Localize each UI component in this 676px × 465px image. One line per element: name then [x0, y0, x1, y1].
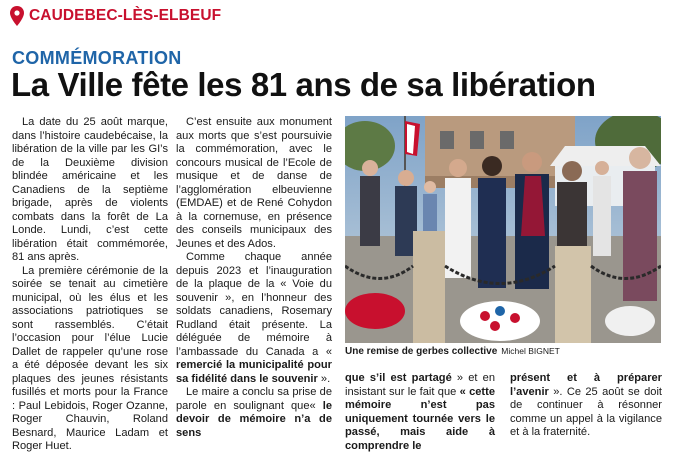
article-kicker: COMMÉMORATION — [12, 48, 182, 68]
paragraph: La date du 25 août marque, dans l’histoire caudebécaise, la libération de la ville par les GI’s de la Deuxième division blindée américaine et les Canadiens de la septième brigade, après de violents combats dans la forêt de La Londe. Lundi, c’est cette libération était commémorée, 81 ans après. — [12, 116, 168, 263]
article-column-1 — [12, 116, 168, 454]
article-column-2 — [176, 116, 332, 440]
article-photo — [345, 116, 661, 343]
photo-credit: Michel BIGNET — [501, 346, 560, 356]
ceremony-photo-image — [345, 116, 661, 343]
caption-text: Une remise de gerbes collective — [345, 346, 498, 357]
paragraph: présent et à préparer l’avenir ». Ce 25 août se doit de continuer à résonner comme un appel à la vigilance et à la fraternité. — [510, 372, 662, 438]
location-pin-icon — [10, 6, 24, 26]
article-column-3 — [345, 372, 495, 453]
paragraph: Le maire a conclu sa prise de parole en soulignant que« le devoir de mémoire n’a de sens — [176, 386, 332, 439]
paragraph: La première cérémonie de la soirée se tenait au cimetière municipal, où les élus et les associations patriotiques se sont rassemblés. C’était l’occasion pour l’élue Lucie Dallet de rappeler qu’une rose a été déposée devant les six plaques des jeunes résistants fusillés et morts pour la France : Paul Lebidois, Roger Ozanne, Roger Chauvin, Roland Besnard, Maurice Ladam et Roger Huet. — [12, 264, 168, 452]
paragraph: C’est ensuite aux monument aux morts que s’est poursuivie la commémoration, avec le concours musical de l’Ecole de musique et de danse de l’agglomération elbeuvienne (EMDAE) et de René Cohydon à la cornemuse, en présence des conseils municipaux des Jeunes et des Ados. — [176, 116, 332, 250]
article-headline: La Ville fête les 81 ans de sa libération — [11, 66, 596, 103]
photo-caption — [345, 346, 560, 357]
paragraph: que s’il est partagé » et en insistant sur le fait que « cette mémoire n’est pas uniquement tournée vers le passé, mais aide à comprendre le — [345, 372, 496, 452]
article-column-4 — [510, 372, 662, 440]
section-city: CAUDEBEC-LÈS-ELBEUF — [29, 7, 222, 24]
paragraph: Comme chaque année depuis 2023 et l’inauguration de la plaque de la « Voie du souvenir », en l’honneur des soldats canadiens, Rosemary Rudland était présente. La déléguée de mémoire à l’ambassade du Canada a « remercié la municipalité pour sa fidélité dans le souvenir ». — [176, 251, 332, 385]
